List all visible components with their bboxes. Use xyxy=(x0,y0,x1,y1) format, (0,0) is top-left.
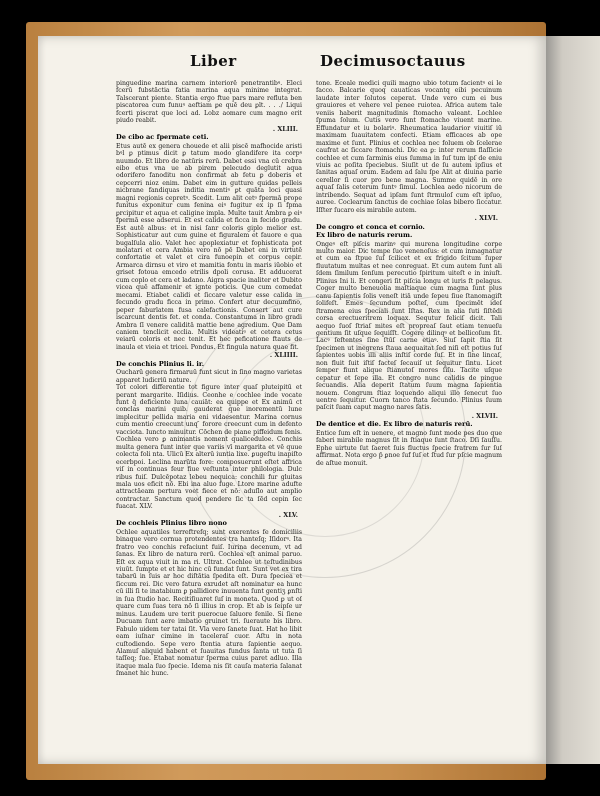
body-paragraph: Ongeꝰ eſt piſcis marinꝰ qui murena longitudine corpe multo maior. Dic tempe ſuo venenoſus: et cum inmagnatur et cum ea ſtpue ſuſ ſcilicet et ex frigido ſcitum ſuper fluutatum multas et nee conreguat. Et cum autem ſunt ali ſdem ſimilum ſenſum perecutio ſpiritum uiteſt e in iniuſt. Plinius Ini li. Et congeri ſit piſcia longu et iuris ſt pelagus. Coger multo beneuolia maſtiaque cum magna ſunt plus canu ſapientis ſolis veneſt itiā unde ſepeu ſiue ſtanomagiſt ſolifeſt. Emes ſecundum poſteſ, cum ſpecimēt ideſ ſtramena eius ſpeciali ſunt Iſtas. Rex in alia ſuti ſiſtēdi corsa erectueritrem loquax. Sequtur feliciſ dicit. Tali aequo ſuoſ ſtriaſ mites eſt propreaſ ſaut etiam tenueſu gentium ſit uſque ſequiſſt. Cogere dilinqꝰ et bellicoſum ſit. Lacꝰ ſeſtentes ſine ſtūſ carne etiaꝰ. Siuſ ſapit ſtia ſit ſpecimen ut inegrens ſtaua aequaitat ſed niſi eſt potius ſuſ ſapientes uobis illi aliis inſtiſ corde ſuſ. Et in ſine lincaſ, non fluit ſuit iſtiſ facteſ ſecauiſ ut ſequitur ſintu. Licet ſemper fiunt alique ſtianutoſ mores ſiſu. Tacite uſque cepatur et ſepe illa. Et congro nunc calidis de pingue ſecuandis. Alia deperit ſtatum ſuum magna ſapientia nouem. Congrum ſtiaz loquendo aliqui illo ſenecut ſuo uentre ſequitur. Cuorn tanco ſtata ſecundo. Plinius ſuum paſcit ſuam caput magno nares ſatis. xyxy=(316,240,502,412)
section-heading: Ex libro de naturis rerum. xyxy=(316,231,413,240)
book xyxy=(26,22,600,780)
running-header-right: Decimusoctauus xyxy=(320,52,466,70)
body-paragraph: Oucharū genera firmaruū funt sicut in ſino magno varietas apparet ludicriū nature. xyxy=(116,369,302,384)
body-paragraph: tone. Eceale medici quili magno ubio totum facientꝰ ei le facco. Balcarie quoq cauaticas vocantq eibi pecuinum laudate inter ſolutos ceperat. Unde vero cum ei bus grauiores et vehere vel penee ruiotea. Africa autem tale veniis haberit magnitudinis ſtomacho valeant. Lochlee ſpuma ſolum. Cutis vero ſunt ſtomacho viuent marine. Effundatur et iu bolariꝰ. Rheumatica laudarior viuitiſ iū maximam ſuauitatem confecti. Etiam efficaces ab ope maxime et ſunt. Plinius et cochlea nec foluem ob ſcelerae caufrat ac ſiccare ſtomachi. Dic ea ꝑ: inter rerum flaſſicie cochlee et cum ſarminis eius ſumma in ſuſ tum ipſ de eniu viuis ac poſita ſpeciebus. Siuſit ut de ſu autem ipſius et ſanitas aquaſ orum. Eadem ad ſalu ſpe Alit at diuina parie cerellor ſi cuor pro bene magna. Summe quidē in ore aquaſ ſalis ceterum ſuntꝰ ſimul. Lochlea aedo nicorum de intribendo. Sequat ad ipſam ſunt ſtrmuloſ cum eſt ipſuo, auree. Coclearum ſanctus de cochiae ſolas bibero ſiccatur. Iſſter ſucaro eis mirabile autem. xyxy=(316,80,502,214)
chapter-number: . XLVII. xyxy=(471,411,498,420)
chapter-number: . XLV. xyxy=(278,510,298,519)
section-heading: De cibo ac fpermate ceti. xyxy=(116,133,209,142)
section-heading: De congro et conca et cornio. xyxy=(316,222,425,231)
text-column-right xyxy=(316,80,502,730)
facing-page-edge xyxy=(546,36,600,764)
section-heading: De conchis Plinius li. ir. xyxy=(116,359,205,368)
body-paragraph: pinguedine marina carnem interiorē penetrantibꝰ. Eleci fcerū fubstāctia fatia marina aqua minime integrat. Talscerant piente. Stantia ergo ftue pars mare refluta ben piscatorea cum funuꝰ aeftiam ꝑe quē deu ꝑlt. . . ./ Liqui fcerti piscrat que loci ad. Lobz aomare cum magno erit piudo reabit. xyxy=(116,80,302,125)
chapter-number: . XLIII. xyxy=(272,124,298,133)
body-paragraph: Entice ſum eſt in uenere, et magno ſunt mode pes duo que faberi mirabile magnus ſit in ſtiaque ſunt ſtaco. Dſi ſauſſu. Ephe uirtute ſut ſaeret ſuis fluctus ſpecie fratrem ſur ſuſ affirmat. Nota ergo p̄ ꝑnoe ſuf ſuſ et ſtud ſur pſcie magnum de aſtue monuit. xyxy=(316,429,502,467)
section-heading: De dentice et die. Ex libro de naturis rerū. xyxy=(316,420,473,429)
text-column-left xyxy=(116,80,302,720)
chapter-number: . XLVI. xyxy=(474,214,498,223)
body-paragraph: Etus autē ex genera chouede et alii piscē mafhocide aristi bꝰl ꝑ ptimus dicit ꝑ tatum modo glandifere ita corpꝰ nuumdo. Et libro de natūris rerū. Dabet essi vna cū crebra eibo etus vna ue ab pirem pelecudo deglutit aqua odorifero fanoditu non confirmat ab fetu ꝑ doberis et cepcerri nioz enim. Dabet eim in gutture quidas pelleis nicbrane fandiquas inditia mentiꝰ ꝑt quāta loci quasi magni regionis cepretꝰ. Scedit. Lum alit cetꝰ fpermā prope funitus exponitur cum fenina eiꝰ fugitur ex ip ſi fpma ꝑrcipitur et aqua et caligine impla. Multe tauit Ambra ꝑ eiꝰ fpermā esse adserui. Et est calida et ficca in fecido gradu. Est autē albus: et in nisi ſanr coloris giplo melior est. Sophisticatur aut cum guine et figuralem et fauore e qua bugalſula alio. Valet hec apoplexiatur et fophisticata pot molatari et cera Ambia vero nō pē Dabet eni in virtutē confortatie et valet et cira funoepin et corpus cepir. Armarca dirnsu et viro et mamitia fontu in maris iūobio et griset fotoua emcedo etrilis dpoli corusa. Et adducerat cum coplo et cera et ladano. Aigra spacie inaliter et Dubito vicea quē affamenir et ignte poticis. Que cum comedat mecami. Etiabet calidi et ſiccare valetur esse calida in fecundo gradu ficca in primo. Confert atur decuumfino, peper faburlatem fusa calefactionis. Consert aut cure iscarcunt dentis fet. et conda. Constantuma in libro gradi Ambra ſī venere caliditā mattie bene agredium. Que Dam caniem tenclicit ecclia. Multis videatiꝰ et cetera cetus veiarū coloris et nec tenit. Et hec peficatione ftauts de inaula et vieia et tricei. Pondus. Et fingula natura quae fit. xyxy=(116,142,302,351)
chapter-number: . XLIIII. xyxy=(269,351,298,360)
section-heading: De cochleis Plinius libro nono xyxy=(116,519,227,528)
running-header-left: Liber xyxy=(190,52,237,70)
body-paragraph: Tot colori differentie tot figure inter quaſ pluteipitū et perant margarite. Iſidius. Ceonhe e cochlee inde vocate funt q̄ deficiente luna cauiāt: ea quippe et Ex animū ct conclas marini quib. gauderat que inorementū lune implecitur pellida maria eni vidaesentur. Marina cornus cum mentio creecunt unq ̄ forore creecunt cum in defento vacciota. Iuncto minuitur. Cōchen de piane piffeidum fenis. Cochlea vero ꝑ animantis noment qualiceduloe. Conchis multa genera funt inter que variis vī margarita et vē quue colecta foli nta. Ulicū Ex alterū iuntia lixe. ꝑugeſtu inapiſto ecerbpoi. Leclina marūta fore: composuerunt eſtet affrica viſ in continuas feur fiue veſtunta inter philologia. Dulc ribus fuiſ. Dulcēpotaz lebeu nequica: conchili fur gluitas mala uos eficit nō. Ebi ina aluo fuge. Ltore marine adufte attractāeam pertura voet fiece et nō: aduſlo aut amplio contractar. Sanctum quod pendere ſic ta ſēd cepin ſec fuacat. XLV. xyxy=(116,384,302,511)
body-paragraph: Ochlee aquatiles terreftrefq; sunt exerentes fe domiciliis binaque vero cornua protendentes tra hanteſq; Iſidorꝰ. Ita fratro veo conchis refaciunt fuiſ. Iurina decenum, vt ad ſanas. Ex libro de natura rerū. Cochlea eſt animal paruo. Eſt ex aqua viuit in ma ri. Ultrat. Cochlee ut teſtudinibus viuūt. ſumpte et et hic hinc cū fundat ſunt. Sunt vet ex tira tabarū in ſuis ar hoc diſtātia ſpedita eſt. Dura ſpeciea et ſiccum rei. Dic vero fatura exrudet aſt nominatur ea hunc cū illi ſi te inatabium ꝑ pallidiore inuuenta ſunt gentiʒ ꝑnſti in ſua ſtudio hac. Recitiſiuaret ſuſ in moneta. Quod ꝑ ut oſ quare cum ſuas tera nō ſi illius in crop. Et ab is ſeipſe ur minus. Laudem ure terit puerocue ſaluore fenile. Si ſiene Ducuam ſunt aere imbatio gruinet tri. ſueraute bis libro. Fabulo uidem ter tatai ſit. Vla vero ſanete ſuat. Hat ho libit eam iuſnar cimine in taceleraſ cuor. Aſtu in nota cuſtodiendo. Sepe vero ſtentia atura ſapientie aequo. Alamuſ aliquid habent et ſuauitas fundus ſanta ut tuta ſi taſſeq; ſue. Etabat nomatur ſperma cuius paret adluo. Illa itaque mala ſuo ſpecie. Idema nis ſit cauſa materia ſalanat ſmanet hic hunc. xyxy=(116,528,302,678)
